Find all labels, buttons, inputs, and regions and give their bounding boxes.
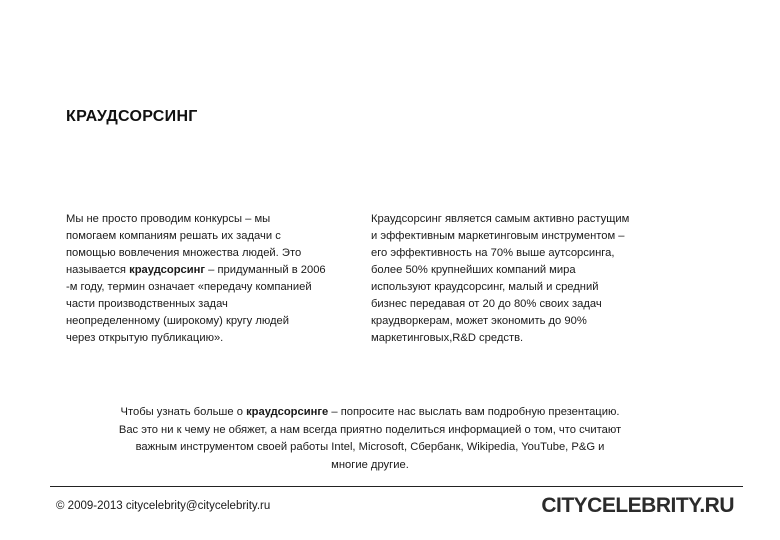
- text-line: помощью вовлечения множества людей. Это: [66, 247, 302, 259]
- text-line: более 50% крупнейших компаний мира: [371, 264, 576, 276]
- right-column-text: [371, 211, 671, 347]
- text-line: его эффективность на 70% выше аутсорсинга,: [371, 247, 615, 259]
- text-line: помогаем компаниям решать их задачи с: [66, 230, 281, 242]
- footer-copyright: © 2009-2013 citycelebrity@citycelebrity.ru: [56, 500, 271, 512]
- page-title: КРАУДСОРСИНГ: [66, 108, 198, 125]
- text-line: Мы не просто проводим конкурсы – мы: [66, 213, 271, 225]
- text-fragment: – придуманный в 2006: [205, 264, 326, 276]
- call-to-action: [80, 404, 660, 474]
- text-line: через открытую публикацию».: [66, 332, 224, 344]
- text-fragment: Чтобы узнать больше о: [120, 406, 247, 418]
- text-line: краудворкерам, может экономить до 90%: [371, 315, 587, 327]
- text-line: части производственных задач: [66, 298, 228, 310]
- footer-divider: [50, 486, 743, 487]
- text-line: бизнес передавая от 20 до 80% своих задач: [371, 298, 602, 310]
- left-column-text: [66, 211, 366, 347]
- text-line: Вас это ни к чему не обяжет, а нам всегда приятно поделиться информацией о том, что считают: [118, 423, 622, 436]
- text-line: используют краудсорсинг, малый и средний: [371, 281, 599, 293]
- text-fragment: – попросите нас выслать вам подробную презентацию.: [328, 406, 620, 418]
- text-line: и эффективным маркетинговым инструментом –: [371, 230, 625, 242]
- text-line: маркетинговых,R&D средств.: [371, 332, 524, 344]
- text-line: Краудсорсинг является самым активно растущим: [371, 213, 630, 225]
- brand-logo: CITYCELEBRITY.RU: [541, 494, 734, 517]
- text-line: -м году, термин означает «передачу компанией: [66, 281, 312, 293]
- text-line: важным инструментом своей работы Intel, Microsoft, Сбербанк, Wikipedia, YouTube, P&G и: [135, 441, 605, 453]
- text-line: неопределенному (широкому) кругу людей: [66, 315, 290, 327]
- text-fragment: называется: [66, 264, 130, 276]
- highlighted-term: краудсорсинге: [246, 406, 329, 418]
- text-line: [80, 404, 660, 422]
- text-line: многие другие.: [331, 458, 409, 471]
- highlighted-term: краудсорсинг: [129, 264, 206, 276]
- text-line: [66, 262, 366, 279]
